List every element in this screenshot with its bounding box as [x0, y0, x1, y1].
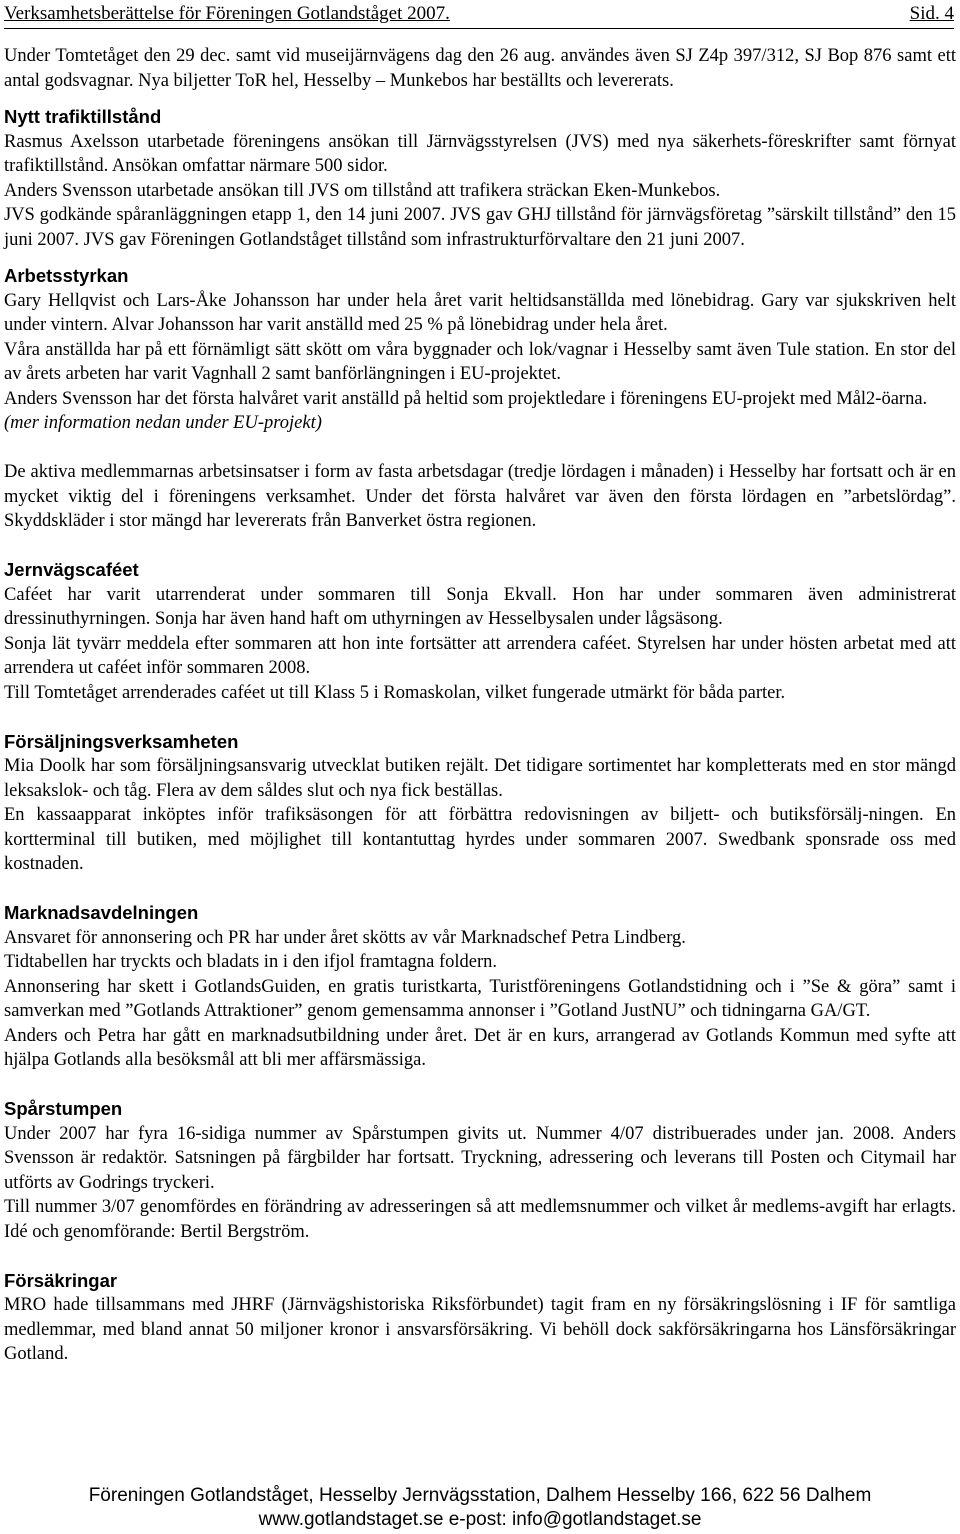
salj-paragraph-2: En kassaapparat inköptes inför trafiksäsongen för att förbättra redovisningen av biljett- och butiksförsälj-ningen. En kortterminal till butiken, med möjlighet till kontantuttag hyrdes under sommaren 2007. Swedbank sponsrade oss med kostnaden.	[4, 805, 956, 874]
heading-sparstumpen: Spårstumpen	[4, 1098, 123, 1119]
spar-paragraph-1: Under 2007 har fyra 16-sidiga nummer av Spårstumpen givits ut. Nummer 4/07 distribuerades under jan. 2008. Anders Svensson är redaktör. Satsningen på färgbilder har fortsatt. Tryckning, adressering och leverans till Posten och Citymail har utförts av Godrings tryckeri.	[4, 1123, 956, 1193]
trafik-paragraph-2: Anders Svensson utarbetade ansökan till JVS om tillstånd att trafikera sträckan Eken-Munkebos.	[4, 180, 721, 201]
trafik-paragraph-3: JVS godkände spåranläggningen etapp 1, den 14 juni 2007. JVS gav GHJ tillstånd för järnvägsföretag ”särskilt tillstånd” den 15 juni 2007. JVS gav Föreningen Gotlandståget tillstånd som infrastrukturförvaltare den 21 juni 2007.	[4, 205, 956, 250]
cafe-paragraph-2: Sonja lät tyvärr meddela efter sommaren att hon inte fortsätter att arrendera caféet. Styrelsen har under hösten arbetat med att arrendera ut caféet inför sommaren 2008.	[4, 633, 956, 678]
marknad-paragraph-4: Anders och Petra har gått en marknadsutbildning under året. Det är en kurs, arrangerad av Gotlands Kommun med syfte att hjälpa Gotlands alla besöksmål att bli mer affärsmässiga.	[4, 1025, 956, 1070]
eu-projekt-reference: (mer information nedan under EU-projekt)	[4, 413, 322, 433]
page-number: Sid. 4	[909, 3, 954, 24]
arbete-paragraph-2: Våra anställda har på ett förnämligt sätt skött om våra byggnader och lok/vagnar i Hesselby samt även Tule station. En stor del av årets arbeten har varit Vagnhall 2 samt banförlängningen i EU-projektet.	[4, 339, 956, 384]
page-footer	[0, 1484, 960, 1532]
cafe-paragraph-1: Caféet har varit utarrenderat under sommaren till Sonja Ekvall. Hon har under sommaren även administrerat dressinuthyrningen. Sonja har även hand haft om uthyrningen av Hesselbysalen under lågsäsong.	[4, 584, 956, 629]
salj-paragraph-1: Mia Doolk har som försäljningsansvarig utvecklat butiken rejält. Det tidigare sortimentet har kompletterats med en stor mängd leksakslok- och tåg. Flera av dem såldes slut och nya fick beställas.	[4, 756, 956, 801]
trafik-paragraph-1: Rasmus Axelsson utarbetade föreningens ansökan till Järnvägsstyrelsen (JVS) med nya säkerhets-föreskrifter samt förnyat trafiktillstånd. Ansökan omfattar närmare 500 sidor.	[4, 131, 956, 176]
heading-cafe: Jernvägscaféet	[4, 559, 139, 580]
footer-contact: www.gotlandstaget.se e-post: info@gotlandstaget.se	[258, 1509, 702, 1530]
heading-trafiktillstand: Nytt trafiktillstånd	[4, 106, 162, 127]
marknad-paragraph-2: Tidtabellen har tryckts och bladats in i den ifjol framtagna foldern.	[4, 952, 498, 972]
intro-paragraph: Under Tomtetåget den 29 dec. samt vid museijärnvägens dag den 26 aug. användes även SJ Z4p 397/312, SJ Bop 876 samt ett antal godsvagnar. Nya biljetter ToR hel, Hesselby – Munkebos har beställts och levererats.	[4, 46, 956, 91]
page-header	[4, 0, 954, 29]
heading-forsakringar: Försäkringar	[4, 1269, 118, 1291]
marknad-paragraph-1: Ansvaret för annonsering och PR har under året skötts av vår Marknadschef Petra Lindberg.	[4, 927, 686, 948]
arbete-paragraph-3-text: Anders Svensson har det första halvåret varit anställd på heltid som projektledare i föreningens EU-projekt med Mål2-öarna.	[4, 388, 928, 409]
arbete-paragraph-4: De aktiva medlemmarnas arbetsinsatser i form av fasta arbetsdagar (tredje lördagen i månaden) i Hesselby har fortsatt och är en mycket viktig del i föreningens verksamhet. Under det första halvåret var även den första lördagen en ”arbetslördag”. Skyddskläder i stor mängd har levererats från Banverket östra regionen.	[4, 462, 956, 531]
marknad-paragraph-3: Annonsering har skett i GotlandsGuiden, en gratis turistkarta, Turistföreningens Gotlandstidning och i ”Se & göra” samt i samverkan med ”Gotlands Attraktioner” genom gemensamma annonser i ”Gotland JustNU” och tidningarna GA/GT.	[4, 976, 956, 1021]
arbete-paragraph-3	[4, 387, 956, 436]
heading-marknad: Marknadsavdelningen	[4, 902, 199, 923]
arbete-paragraph-1: Gary Hellqvist och Lars-Åke Johansson har under hela året varit heltidsanställda med lönebidrag. Gary var sjukskriven helt under vintern. Alvar Johansson har varit anställd med 25 % på lönebidrag under hela året.	[4, 290, 956, 335]
document-body	[4, 44, 956, 1367]
spar-paragraph-2: Till nummer 3/07 genomfördes en förändring av adresseringen så att medlemsnummer och vilket år medlems-avgift har erlagts. Idé och genomförande: Bertil Bergström.	[4, 1197, 956, 1242]
document-title: Verksamhetsberättelse för Föreningen Gotlandståget 2007.	[4, 3, 450, 24]
forsakring-paragraph-1: MRO hade tillsammans med JHRF (Järnvägshistoriska Riksförbundet) tagit fram en ny försäkringslösning i IF för samtliga medlemmar, med bland annat 50 miljoner kronor i ansvarsförsäkring. Vi behöll dock sakförsäkringarna hos Länsförsäkringar Gotland.	[4, 1295, 956, 1364]
footer-address: Föreningen Gotlandståget, Hesselby Jernvägsstation, Dalhem Hesselby 166, 622 56 Dalhem	[88, 1485, 872, 1506]
heading-arbetsstyrkan: Arbetsstyrkan	[4, 265, 129, 286]
heading-forsaljning: Försäljningsverksamheten	[4, 730, 239, 752]
cafe-paragraph-3: Till Tomtetåget arrenderades caféet ut till Klass 5 i Romaskolan, vilket fungerade utmärkt för båda parter.	[4, 682, 786, 703]
